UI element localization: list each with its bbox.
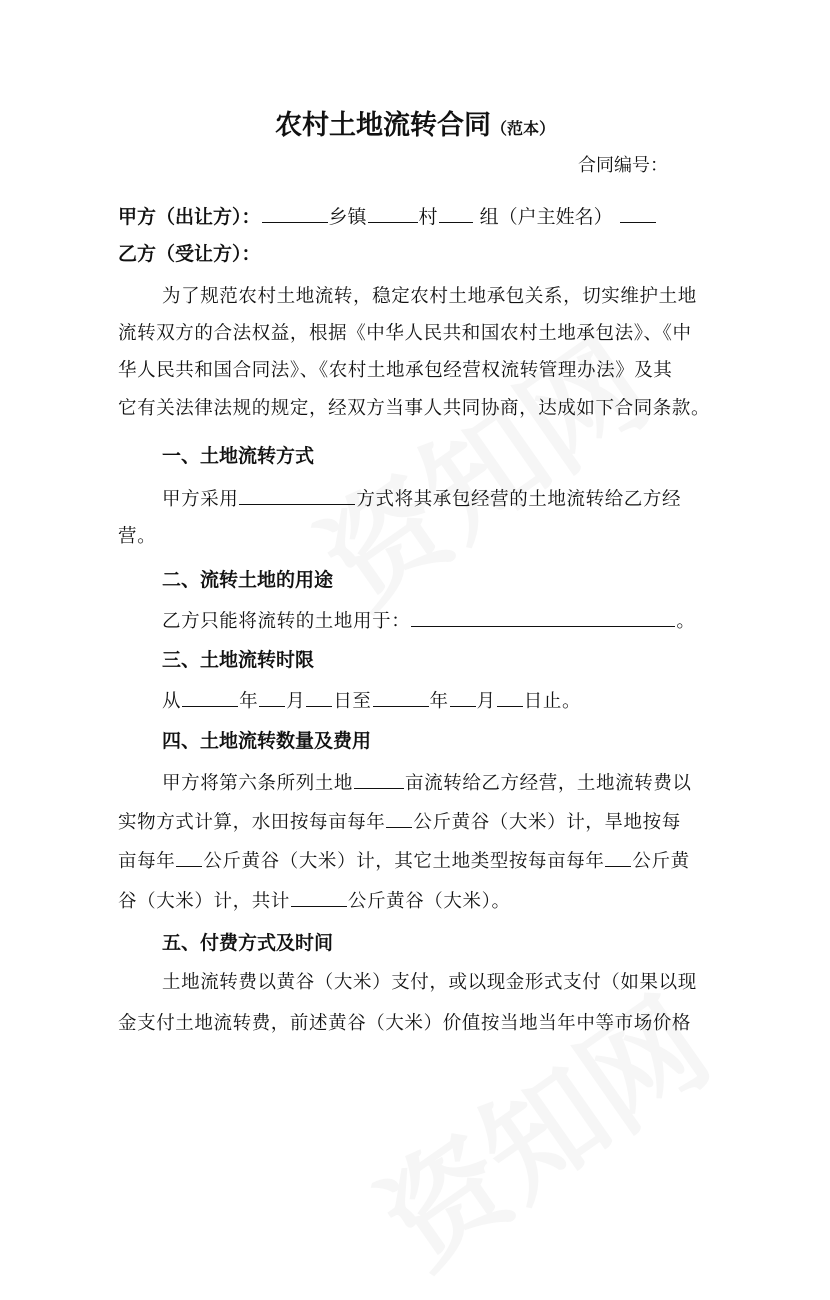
other-land-rate-blank xyxy=(605,846,631,867)
land-use-blank xyxy=(411,606,675,627)
s4-text-2a: 实物方式计算，水田按每亩每年 xyxy=(118,812,386,833)
start-month-blank xyxy=(259,686,285,707)
town-label: 乡镇 xyxy=(328,206,367,228)
dryland-rate-blank xyxy=(176,846,202,867)
s3-month: 月 xyxy=(286,691,306,712)
preamble-line-3: 华人民共和国合同法》、《农村土地承包经营权流转管理办法》及其 xyxy=(118,360,673,381)
s4-text-3c: 公斤黄 xyxy=(632,851,690,872)
contract-number-label: 合同编号： xyxy=(578,155,668,176)
s3-line xyxy=(162,686,712,716)
s3-month-2: 月 xyxy=(476,691,496,712)
section-heading-1: 一、土地流转方式 xyxy=(162,445,315,467)
watermark-bottom xyxy=(343,952,737,1299)
s3-day-to: 日至 xyxy=(333,691,372,712)
s1-text-a: 甲方采用 xyxy=(162,489,239,510)
preamble-line-1: 为了规范农村土地流转，稳定农村土地承包关系，切实维护土地 xyxy=(162,286,697,307)
s2-text-a: 乙方只能将流转的土地用于： xyxy=(162,611,411,632)
section-heading-5: 五、付费方式及时间 xyxy=(162,932,334,954)
s5-line-2: 金支付土地流转费，前述黄谷（大米）价值按当地当年中等市场价格 xyxy=(118,1013,692,1034)
total-amount-blank xyxy=(291,886,347,907)
title-sub: （范本） xyxy=(490,119,555,138)
s4-line-2 xyxy=(118,807,712,837)
village-blank xyxy=(368,202,418,223)
preamble-line-4: 它有关法律法规的规定，经双方当事人共同协商，达成如下合同条款。 xyxy=(118,398,711,419)
section-heading-3: 三、土地流转时限 xyxy=(162,649,315,671)
s4-text-3b: 公斤黄谷（大米）计，其它土地类型按每亩每年 xyxy=(203,851,605,872)
end-day-blank xyxy=(497,686,523,707)
s1-text-b: 方式将其承包经营的土地流转给乙方经 xyxy=(356,489,682,510)
s3-year: 年 xyxy=(239,691,259,712)
end-month-blank xyxy=(450,686,476,707)
area-blank xyxy=(354,768,404,789)
s4-text-4b: 公斤黄谷（大米）。 xyxy=(347,891,511,912)
end-year-blank xyxy=(373,686,429,707)
s4-text-4a: 谷（大米）计，共计 xyxy=(118,891,290,912)
s3-day-end: 日止。 xyxy=(523,691,582,712)
s3-from: 从 xyxy=(162,691,182,712)
s3-year-2: 年 xyxy=(429,691,449,712)
s1-line-2: 营。 xyxy=(118,526,157,547)
town-blank xyxy=(262,202,328,223)
title-main: 农村土地流转合同 xyxy=(274,110,491,141)
village-label: 村 xyxy=(418,206,438,228)
start-day-blank xyxy=(306,686,332,707)
s4-text-1a: 甲方将第六条所列土地 xyxy=(162,773,354,794)
s4-line-1 xyxy=(162,768,712,798)
preamble-line-2: 流转双方的合法权益，根据《中华人民共和国农村土地承包法》、《中 xyxy=(118,323,692,344)
group-blank xyxy=(439,202,473,223)
group-label: 组（户主姓名） xyxy=(479,206,613,228)
party-a-line xyxy=(118,202,657,231)
s4-line-4 xyxy=(118,886,712,916)
s4-text-2b: 公斤黄谷（大米）计，旱地按每 xyxy=(413,812,681,833)
s5-line-1: 土地流转费以黄谷（大米）支付，或以现金形式支付（如果以现 xyxy=(162,972,697,993)
party-b-label: 乙方（受让方）： xyxy=(118,243,261,265)
section-heading-4: 四、土地流转数量及费用 xyxy=(162,730,372,752)
s1-line-1 xyxy=(162,484,712,514)
transfer-method-blank xyxy=(239,484,355,505)
household-head-blank xyxy=(620,202,656,223)
s2-line xyxy=(162,606,712,636)
paddy-rate-blank xyxy=(386,807,412,828)
s2-text-b: 。 xyxy=(676,611,696,632)
s4-text-3a: 亩每年 xyxy=(118,851,176,872)
s4-line-3 xyxy=(118,846,712,876)
party-a-label: 甲方（出让方）： xyxy=(118,206,261,228)
s4-text-1b: 亩流转给乙方经营，土地流转费以 xyxy=(405,773,692,794)
start-year-blank xyxy=(182,686,238,707)
section-heading-2: 二、流转土地的用途 xyxy=(162,569,334,591)
page-title xyxy=(0,106,830,149)
